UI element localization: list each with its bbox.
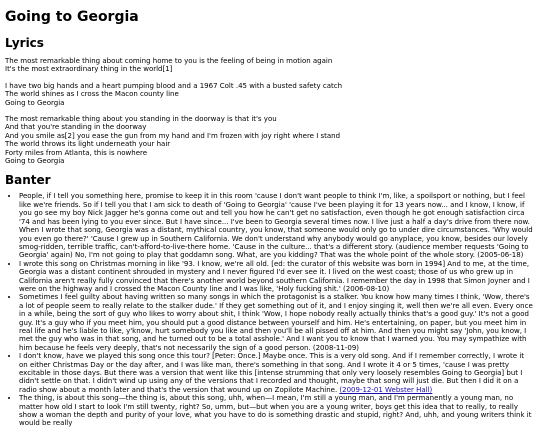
lyric-line: And you smile as[2] you ease the gun from my hand and I'm frozen with joy right where I stand	[5, 131, 341, 140]
banter-item	[19, 394, 534, 428]
banter-item	[19, 260, 534, 294]
lyric-line: Forty miles from Atlanta, this is nowhere	[5, 148, 148, 157]
lyric-line: I have two big hands and a heart pumping blood and a 1967 Colt .45 with a busted safety catch	[5, 81, 343, 90]
lyric-line: Going to Georgia	[5, 157, 65, 166]
banter-source-link[interactable]: (2009-12-01 Webster Hall)	[339, 385, 433, 394]
banter-list	[5, 192, 534, 427]
banter-item	[19, 352, 534, 394]
banter-text: I don't know, have we played this song once this tour? [Peter: Once.] Maybe once. This is a very old song. And if I remember correctly, I wrote it on either Christmas Day or the day after, and I was like man, there's something in that song. And I wrote it 4 or 5 times, 'cause I was pretty excitable in those days. But there was a version that went like this [intense strumming that only very loosely resembles Going to Georgia] but I didn't settle on that. I didn't wind up using any of the versions that I recorded and thought, maybe that song will just die. But then I did it on a radio show about a month later and that's the version that wound up on Zopilote Machine.	[19, 352, 525, 394]
lyrics-stanza-1	[5, 57, 534, 74]
lyric-line: It's the most extraordinary thing in the world[1]	[5, 65, 173, 74]
banter-item	[19, 192, 534, 259]
lyric-line: The most remarkable thing about you standing in the doorway is that it's you	[5, 115, 277, 124]
banter-text: People, if I tell you something here, promise to keep it in this room 'cause I don't want people to think I'm, like, a spoilsport or nothing, but I feel like we're friends. So if I tell you that I am sick to death of 'Going to Georgia' 'cause I've been playing it for 13 years now... and I know, I know, if you go see my boy Nick Jagger he's gonna come out and tell you how he can't get no satisfaction, even though he got enough satisfaction circa '74 and has been lying to you ever since. But I have since... I've been to Georgia several times now. I live just a half a day's drive from there now. When I wrote that song, Georgia was a distant, mythical country, you know, that someone would only go to under dire circumstances. 'Why would you even go there?' 'Cause I grew up in Southern California. We don't understand why anybody would go anyplace, you know, besides our lovely smog-ridden, terrible traffic, can't-afford-to-live-there home. 'Cause in the culture... that's a different story. (audience member requests 'Going to Georgia' again) No, I'm not going to play that goddamn song. What, are you kidding? That was the whole point of the whole story. (2005-06-18)	[19, 192, 533, 260]
lyric-line: Going to Georgia	[5, 98, 65, 107]
lyric-line: The world shines as I cross the Macon county line	[5, 90, 179, 99]
lyric-line: The world throws its light underneath your hair	[5, 140, 171, 149]
banter-heading: Banter	[5, 173, 51, 188]
lyrics-stanza-3	[5, 115, 534, 165]
lyrics-stanza-2	[5, 82, 534, 107]
lyrics-heading: Lyrics	[5, 36, 44, 50]
banter-text: Sometimes I feel guilty about having written so many songs in which the protagonist is a stalker. You know how many times I think, 'Wow, there's a lot of people seem to really relate to the stalker dude.' If they get something out of it, and I enjoy singing it, well then we're all even. Every once in a while, being the sort of guy who likes to worry about shit, I think 'Wow, I hope nobody really actually thinks that's a good guy.' It's not a good guy. It's a guy who if you meet him, you should put a good distance between yourself and him. He's entertaining, on paper, but you meet him in real life and he's liable to like, y'know, hurt somebody you like and then you'll be all pissed off at him. And then you might say 'John, you know, I met the guy who was in that song, and he turned out to be a total asshole.' And I want you to know that I warned you. You may sympathize with him because he feels very deeply, that's not necessarily the sign of a good person. (2008-11-09)	[19, 293, 533, 352]
banter-item	[19, 293, 534, 352]
page-title: Going to Georgia	[5, 9, 139, 25]
banter-text: I wrote this song on Christmas morning in like '93. I know, we're all old. [ed: the curator of this website was born in 1994] And to me, at the time, Georgia was a distant continent shrouded in mystery and I never figured I'd ever see it. I lived on the west coast; those of us who grew up in California aren't really fully convinced that there's another world beyond southern California. I remember the day in 1998 that Simon Joyner and I were on the highway and I crossed the Macon County line and I was like, 'Holy fucking shit.' (2006-08-10)	[19, 259, 530, 293]
banter-text: The thing, is about this song—the thing is, about this song, uhh, when—I mean, I'm still a young man, and I'm permanently a young man, no matter how old I start to look I'm still twenty, right? So, umm, but—but when you are a young writer, boys get this idea that to really, to really show a woman the depth and purity of your love, what you have to do is something drastic and stupid, right? And, uhh, and young writers think it would be really	[19, 394, 532, 428]
lyric-line: And that you're standing in the doorway	[5, 123, 147, 132]
lyric-line: The most remarkable thing about coming home to you is the feeling of being in motion again	[5, 57, 333, 65]
